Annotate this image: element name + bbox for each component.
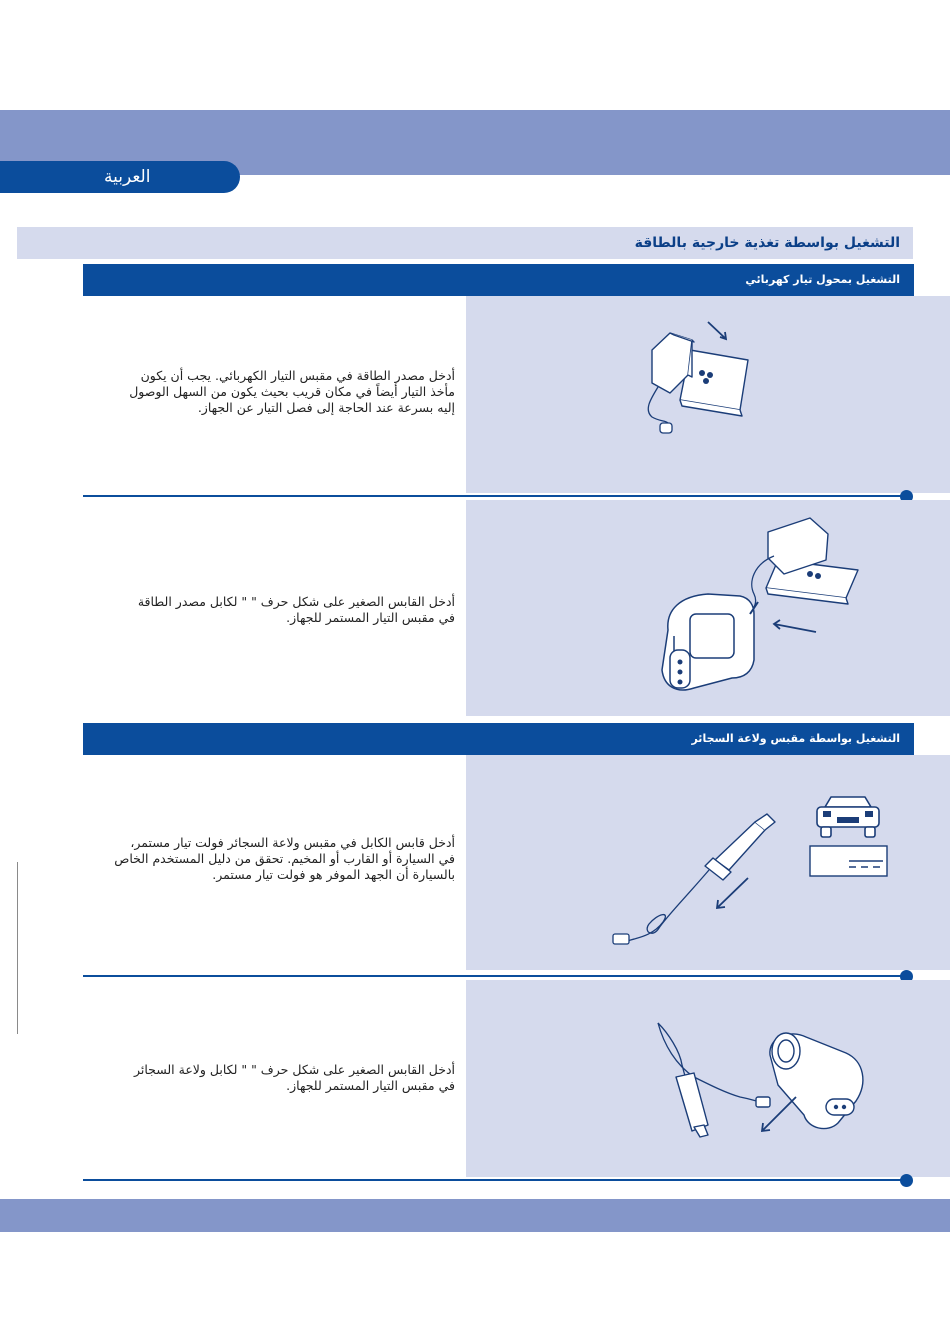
step-divider-dot (900, 1174, 913, 1187)
step-divider (83, 495, 905, 497)
side-margin-line (17, 862, 18, 1034)
step-text: أدخل القابس الصغير على شكل حرف " " لكابل ولاعة السجائر في مقبس التيار المستمر للجهاز. (133, 1062, 455, 1093)
step-divider (83, 975, 905, 977)
step-text: أدخل القابس الصغير على شكل حرف " " لكابل مصدر الطاقة في مقبس التيار المستمر للجهاز. (137, 594, 455, 625)
step-divider (83, 1179, 905, 1181)
adapter-to-device-icon (650, 510, 870, 710)
language-tab: العربية (0, 161, 240, 193)
footer-band (0, 1199, 950, 1232)
step-text: أدخل قابس الكابل في مقبس ولاعة السجائر فولت تيار مستمر، في السيارة أو القارب أو المخيم. تحقق من دليل المستخدم الخاص بالسيارة أن الجهد الموفر هو فولت تيار مستمر. (114, 835, 455, 882)
subsection-title-adapter: التشغيل بمحول تيار كهربائي (83, 264, 914, 296)
step-text: أدخل مصدر الطاقة في مقبس التيار الكهربائي. يجب أن يكون مأخذ التيار أيضاً في مكان قريب بحيث يكون من السهل الوصول إليه بسرعة عند الحاجة إلى فصل التيار عن الجهاز. (129, 368, 455, 415)
power-adapter-icon (630, 315, 770, 445)
dc-symbol-icon (809, 845, 889, 877)
subsection-title-car: التشغيل بواسطة مقبس ولاعة السجائر (83, 723, 914, 755)
car-cigarette-cable-icon (605, 808, 780, 953)
section-title: التشغيل بواسطة تغذية خارجية بالطاقة (17, 227, 913, 259)
car-icon (813, 795, 883, 840)
cable-to-device-icon (650, 1015, 875, 1140)
